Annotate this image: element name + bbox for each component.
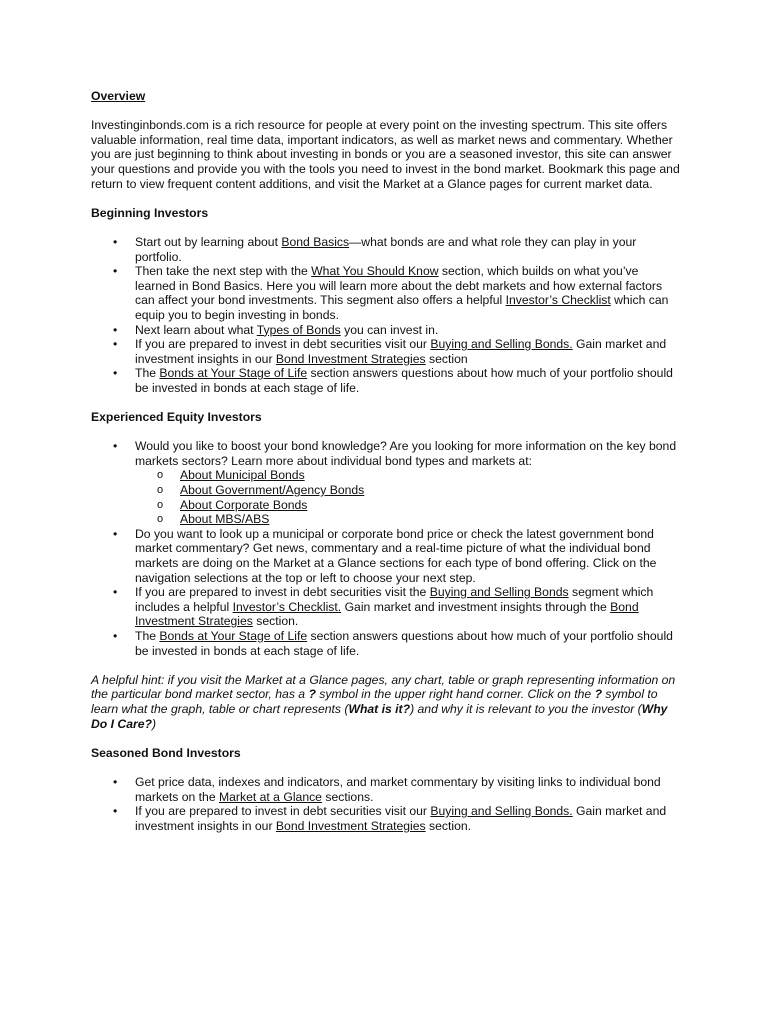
bond-investment-strategies-link[interactable]: Bond Investment Strategies — [135, 599, 639, 629]
sublist-item — [135, 468, 681, 483]
investors-checklist-link[interactable]: Investor’s Checklist. — [232, 599, 342, 614]
question-symbol: ? — [308, 687, 316, 702]
sublist-item — [135, 483, 681, 498]
why-do-i-care-label: Why Do I Care? — [91, 701, 668, 731]
list-item: • Start out by learning about Bond Basics—what bonds are and what role they can play in your portfolio. — [91, 235, 681, 264]
list-item: • Would you like to boost your bond knowledge? Are you looking for more information on the key bond markets sectors? Learn more about individual bond types and markets at: o About Municipal Bonds o About Government/Agency Bonds o About Corporate Bonds o About MBS/ABS — [91, 439, 681, 527]
sublist-item — [135, 512, 681, 527]
helpful-hint-paragraph: A helpful hint: if you visit the Market at a Glance pages, any chart, table or graph representing information on the particular bond market sector, has a ? symbol in the upper right hand corner. Click on the ? symbol to learn what the graph, table or chart represents (What is it?) and why it is relevant to you the investor (Why Do I Care?) — [91, 672, 676, 731]
bonds-at-your-stage-of-life-link[interactable]: Bonds at Your Stage of Life — [159, 366, 308, 381]
bond-investment-strategies-link[interactable]: Bond Investment Strategies — [275, 818, 426, 833]
sublist-item — [135, 498, 681, 513]
seasoned-investors-list — [91, 775, 681, 833]
types-of-bonds-link[interactable]: Types of Bonds — [256, 322, 341, 337]
what-is-it-label: What is it? — [348, 701, 411, 716]
list-item: • Get price data, indexes and indicators, and market commentary by visiting links to individual bond markets on the Market at a Glance sections. — [91, 775, 681, 804]
buying-and-selling-bonds-link[interactable]: Buying and Selling Bonds. — [430, 804, 573, 819]
about-government-agency-bonds-link[interactable]: About Government/Agency Bonds — [180, 483, 365, 498]
list-item: • The Bonds at Your Stage of Life section answers questions about how much of your portfolio should be invested in bonds at each stage of life. — [91, 366, 681, 395]
experienced-investors-heading: Experienced Equity Investors — [91, 410, 262, 425]
market-at-a-glance-link[interactable]: Market at a Glance — [219, 789, 322, 804]
list-item: • The Bonds at Your Stage of Life section answers questions about how much of your portfolio should be invested in bonds at each stage of life. — [91, 629, 681, 658]
list-item: • If you are prepared to invest in debt securities visit our Buying and Selling Bonds. Gain market and investment insights in our Bond Investment Strategies section. — [91, 804, 681, 833]
seasoned-investors-heading: Seasoned Bond Investors — [91, 745, 241, 760]
bond-investment-strategies-link[interactable]: Bond Investment Strategies — [275, 351, 426, 366]
list-item: • If you are prepared to invest in debt securities visit our Buying and Selling Bonds. Gain market and investment insights in our Bond Investment Strategies section — [91, 337, 681, 366]
list-item: • Next learn about what Types of Bonds you can invest in. — [91, 323, 681, 338]
bonds-at-your-stage-of-life-link[interactable]: Bonds at Your Stage of Life — [159, 628, 308, 643]
buying-and-selling-bonds-link[interactable]: Buying and Selling Bonds. — [430, 337, 573, 352]
document-content — [91, 89, 681, 833]
question-symbol: ? — [594, 687, 603, 702]
bond-types-sublist — [135, 468, 681, 526]
beginning-investors-list — [91, 235, 681, 396]
experienced-investors-list — [91, 439, 681, 658]
investors-checklist-link[interactable]: Investor’s Checklist — [505, 293, 611, 308]
buying-and-selling-bonds-link[interactable]: Buying and Selling Bonds — [429, 585, 569, 600]
about-municipal-bonds-link[interactable]: About Municipal Bonds — [180, 468, 305, 483]
beginning-investors-heading: Beginning Investors — [91, 205, 209, 220]
about-mbs-abs-link[interactable]: About MBS/ABS — [180, 512, 270, 527]
list-item: • Do you want to look up a municipal or corporate bond price or check the latest government bond market commentary? Get news, commentary and a real-time picture of what the individual bond markets are doing on the Market at a Glance sections for each type of bond offering. Click on the navigation selections at the top or left to choose your next step. — [91, 527, 681, 585]
bond-basics-link[interactable]: Bond Basics — [281, 234, 350, 249]
what-you-should-know-link[interactable]: What You Should Know — [311, 264, 439, 279]
list-item: • If you are prepared to invest in debt securities visit the Buying and Selling Bonds segment which includes a helpful Investor’s Checklist. Gain market and investment insights through the Bond Investment Strategies section. — [91, 585, 681, 629]
overview-heading: Overview — [91, 89, 146, 103]
list-item: • Then take the next step with the What You Should Know section, which builds on what you’ve learned in Bond Basics. Here you will learn more about the debt markets and how external factors can affect your bond investments. This segment also offers a helpful Investor’s Checklist which can equip you to begin investing in bonds. — [91, 264, 681, 322]
overview-paragraph: Investinginbonds.com is a rich resource for people at every point on the investing spectrum. This site offers valuable information, real time data, important indicators, as well as market news and commentary. Whether you are just beginning to think about investing in bonds or you are a seasoned investor, this site can answer your questions and provide you with the tools you need to invest in the bond market. Bookmark this page and return to view frequent content additions, and visit the Market at a Glance pages for current market data. — [91, 118, 680, 191]
about-corporate-bonds-link[interactable]: About Corporate Bonds — [180, 497, 308, 512]
